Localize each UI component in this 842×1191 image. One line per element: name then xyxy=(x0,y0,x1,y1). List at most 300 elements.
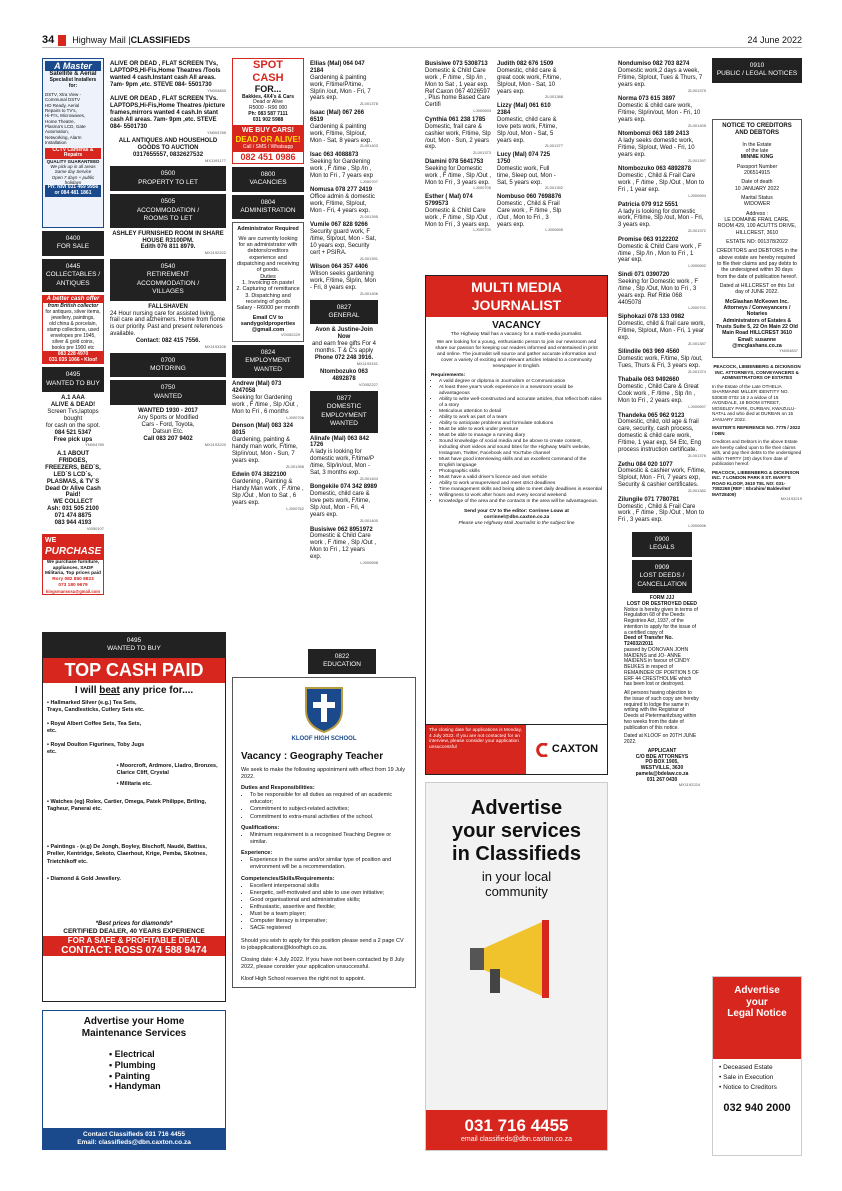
judith-ad: Judith 082 676 1509 Domestic, child care & great cook work, F/time, Slp/out, Mon - Sat, 10 years exp. ZL001388 xyxy=(497,61,563,100)
column-5 xyxy=(425,58,491,273)
legal-item: • Notice to Creditors xyxy=(719,1083,777,1091)
cctv-banner: CCTV Cameras & Repairs xyxy=(45,148,101,160)
we-purchase-ad xyxy=(42,534,104,594)
legal-notice-ad xyxy=(712,976,802,1156)
deed-p4: All persons having objection to the issue of such copy are hereby required to lodge the same in writing with the Registrar of Deeds at Pietermaritzburg within two weeks from the date of publication of this notice. xyxy=(624,690,699,731)
call-line: Call / SMS / Whatsapp xyxy=(242,143,294,150)
top-cash-ad xyxy=(42,632,226,1002)
avon-ad: Avon & Justine-Join Now and earn free gifts For 4 months. T & C's apply Phone 072 248 3916. MX1193151 xyxy=(311,327,378,366)
thandeka-ad: Thandeka 065 962 9123 Domestic, child, old age & frail care, security, cash process, domestic & child care work, F/time, 1 year exp, S4 Etc, Eng process instruction certificate. ZL001376 xyxy=(618,412,706,458)
peacock-creditors: Creditors and Debtors in the above Estate are hereby called upon to file their claims with, and pay their debts to the undersigned within THIRTY (30) days from date of publication hereof. xyxy=(712,439,802,467)
item: • Diamond & Gold Jewellery. xyxy=(47,875,121,882)
ntombozuko-general-ad: Ntombozuko 063 4892878 VO052227 xyxy=(319,369,378,388)
purchase-text: PURCHASE xyxy=(45,545,102,557)
journalist-paragraph: We are looking for a young, enthusiastic person to join our newsroom and share our passion for keeping our readers informed and entertained in print and online. The journalist will source and gather accurate information and cover a variety of exciting and relevant articles related to a community newspaper in English. xyxy=(435,340,598,370)
requirement: • Must have good interviewing skills and an excellent command of the English language xyxy=(439,457,602,469)
legal-list xyxy=(713,1059,801,1096)
category-0400: 0400 FOR SALE xyxy=(42,231,104,256)
requirement: • A valid degree or diploma in Journalism or Communication xyxy=(439,379,602,385)
maint-email: Email: classifieds@dbn.caxton.co.za xyxy=(77,1138,191,1146)
shield-icon xyxy=(302,684,346,734)
spot-cash-ad xyxy=(232,58,304,164)
maintenance-ad xyxy=(42,1010,226,1150)
duty: Salary - R6000 per month xyxy=(236,305,300,312)
column-6 xyxy=(497,58,563,273)
qualification-item: • Minimum requirement is a recognised Teaching Degree or similar. xyxy=(250,832,407,846)
category-0877: 0877 DOMESTIC EMPLOYMENT WANTED xyxy=(310,391,378,433)
zilungile-ad: Zilungile 071 7780781 Domestic , Child & Frail Care work , F /time , Slp /Out , Mon to Fri , 3 years exp. LJ000696 xyxy=(618,496,706,529)
column-4 xyxy=(310,58,378,638)
bongekile-ad: Bongekile 074 342 8989 Domestic, child care & love pets work, F/time, Slp /out, Mon - Fri, 4 years exp. ZL001400 xyxy=(310,484,378,523)
maint-list xyxy=(109,1049,225,1092)
notice-line: Administrators of Estates & Trusts Suite 5, 22 On Main 22 Old Main Road HILLCREST 3610 xyxy=(716,317,798,337)
email-line: @gmail.com xyxy=(251,327,285,334)
top-cash-items xyxy=(43,698,225,921)
top-cash-title: TOP CASH PAID xyxy=(43,658,225,683)
duty: 3. Dispatching and receiving of goods xyxy=(245,292,291,305)
amaster-services xyxy=(45,92,101,146)
competencies-heading: Competencies/Skills/Requirements: xyxy=(241,875,335,882)
better-title: A better cash offer xyxy=(43,296,103,303)
ad-ref: YN004837 xyxy=(779,348,798,354)
notice-line: Email: susanne @mcglashans.co.za xyxy=(732,336,782,350)
vacancy-heading: VACANCY xyxy=(492,320,541,331)
lizzy-ad: Lizzy (Mal) 061 610 2384 Domestic, child care & love pets work, F/time, Slp /out, Mon - Sat, 5 years exp. ZL001377 xyxy=(497,103,563,149)
dead-alive: DEAD OR ALIVE! xyxy=(235,135,301,145)
duty: 1. Invoicing on pastel xyxy=(242,279,294,286)
ad-line: Screen Tvs,laptops bought xyxy=(47,409,99,422)
amaster-tag: Satellite & Aerial xyxy=(49,71,97,78)
requirement: • Willingness to work after hours and every second weekend xyxy=(439,493,602,499)
adv-line4: in your local xyxy=(481,869,552,884)
ad-line: stamp collections, used xyxy=(47,327,99,334)
category-0909: 0909 LOST DEEDS / CANCELLATION xyxy=(632,560,692,593)
ad-ref: YN004780 xyxy=(85,442,104,448)
ad-ref: VI050107 xyxy=(86,525,104,531)
ad-ref: MX1193219 xyxy=(780,496,802,502)
requirement: • Ability to work unsupervised and meet strict deadlines xyxy=(439,481,602,487)
aaa-ad xyxy=(42,395,104,448)
item: • Watches (eg) Rolex, Cartier, Omega, Patek Philippe, Brtling, Tagheur, Panerai etc. xyxy=(47,798,207,813)
deed-title: LOST OR DESTROYED DEED xyxy=(626,600,697,607)
ad-line: Militaria, Top prices paid xyxy=(45,571,101,577)
notice-title: NOTICE TO CREDITORS AND DEBTORS xyxy=(722,122,792,137)
maint-item: • Painting xyxy=(109,1070,151,1081)
ad-line: ALIVE & DEAD! xyxy=(50,402,96,409)
ad-ref: MX1192224 xyxy=(678,782,700,788)
beat-line: I will beat any price for.... xyxy=(74,684,194,696)
duties-heading: Duties and Responsibilities: xyxy=(241,784,315,791)
caxton-mark-icon xyxy=(535,743,549,757)
thabaile-ad: Thabaile 063 9492660 Domestic , Child Care & Great Cook work , F /time , Slp /In , Mon to Fri , 2 years exp. LJ000697 xyxy=(618,377,706,409)
ad-phone: 031 035 1066 • Kloof xyxy=(43,357,103,363)
ad-line: appliances, SADF xyxy=(52,565,94,571)
ad-phone: 083 228 4970 xyxy=(43,351,103,357)
journalist-title1: MULTI MEDIA xyxy=(471,279,562,295)
adv-line2: your services xyxy=(452,820,581,842)
issue-date: 24 June 2022 xyxy=(747,35,802,46)
andrew-ad: Andrew (Mal) 073 4247058 Seeking for Gardening work , F /time , Slp /Out , Mon to Fri , 6 months LJ000706 xyxy=(232,381,304,420)
duty-item: • Commitment to extra-mural activities of the school. xyxy=(250,814,407,821)
requirement: • Ability to anticipate problems and formulate solutions xyxy=(439,421,602,427)
ad-line: We purchase furniture, xyxy=(46,559,100,565)
journalist-banner xyxy=(426,276,607,317)
legal-line1: Advertise xyxy=(734,985,780,996)
requirement: • Ability to work as part of a team xyxy=(439,415,602,421)
competency-item: • SACE registered xyxy=(250,925,407,932)
requirement: • Sound knowledge of social media and be above to create content, including short videos and sound bites for the Highway Mail's website, Instagram, Twitter, Facebook and YouTube channel xyxy=(439,439,602,457)
caxton-text: CAXTON xyxy=(551,743,599,756)
category-0910: 0910 PUBLIC / LEGAL NOTICES xyxy=(712,58,802,83)
wbc: WE BUY CARS! xyxy=(242,127,294,135)
service-item: Repairs to TV's, xyxy=(45,107,77,113)
wanted-cars-ad: WANTED 1930 - 2017 Any Sports or Modified Cars - Ford, Toyota, Datsun Etc. Call 083 207 9402 MX1193220 xyxy=(137,408,226,447)
notice-line: Passport Number xyxy=(736,163,778,170)
antiques-auction-ad: ALL ANTIQUES AND HOUSEHOLD GOODS TO AUCTION 0317655557, 0832627532 MX1191177 xyxy=(118,138,226,163)
ad-title: A.1 AAA xyxy=(61,395,85,402)
category-0827: 0827 GENERAL xyxy=(310,300,378,325)
adv-line5: community xyxy=(485,883,548,899)
caxton-logo xyxy=(526,725,607,774)
email-line: sandygoldproperties xyxy=(240,320,296,327)
subject-line-note: Please use Highway Mail Journalist in the subject line xyxy=(458,520,575,526)
notice-line: MINNIE KING xyxy=(740,154,774,161)
item: • Royal Albert Coffee Sets, Tea Sets, etc. xyxy=(47,720,142,735)
notice-line: 10 JANUARY 2022 xyxy=(734,185,780,192)
maint-contact: Contact Classifieds 031 716 4455 xyxy=(83,1131,185,1139)
ad-phone: 073 180 9679 xyxy=(58,582,88,588)
ellias-ad: Ellias (Mal) 064 047 2184 Gardening & painting work, F/time/P/time, Slp/in /out, Mon - Fri, 7 years exp. ZL001378 xyxy=(310,61,378,107)
deed-p2: Deed of Transfer No. T24032/2011 xyxy=(624,635,673,647)
peacock-title: PEACOCK, LIEBENBERG & DICKINSON INC. ATTORNEYS, CONVEYANCERS & ADMINISTRATORS OF ESTATES xyxy=(713,364,801,381)
promise-ad: Promise 063 9122202 Domestic & Child Care work , F /time , Slp /In , Mon to Fri , 1 year exp. LJ000692 xyxy=(618,236,706,269)
requirements-heading: Requirements: xyxy=(431,373,466,379)
maint-title: Advertise your Home xyxy=(83,1016,185,1027)
safe-deal: FOR A SAFE & PROFITABLE DEAL xyxy=(43,936,225,945)
fallshaven-ad: FALLSHAVEN 24 Hour nursing care for assisted living, frail care and alzheimers. Home from home is our priority. Past and present references available. Contact: 082 415 7556. MX1193106 xyxy=(110,303,226,350)
admin-body: We are currently looking for an administrator with debtors/creditors experience and dispatching and receiving of goods. xyxy=(236,235,300,274)
competency-item: • Good organisational and administrative skills; xyxy=(250,897,407,904)
ad-line: R5000 - R90 000 xyxy=(248,105,288,112)
experience-heading: Experience: xyxy=(241,850,273,857)
requirement: • Must be able to manage a running diary xyxy=(439,433,602,439)
deed-p1: Notice is hereby given in terms of Regulation 68 of the Deeds Registries Act, 1937, of the intention to apply for the issue of a certified copy of xyxy=(624,606,698,636)
quality-note: QUALITY GUARANTEED xyxy=(46,159,100,165)
competencies-list xyxy=(241,883,407,933)
editor-email[interactable]: corrinnel@dbn.caxton.co.za xyxy=(483,514,550,520)
ad-phone: Rory 082 850 8823 xyxy=(52,577,94,583)
closing-text: Closing date: 4 July 2022. If you have not been contacted by 8 July 2022, please consider your application unsuccessful. xyxy=(241,956,405,971)
norma-ad: Norma 073 615 3897 Domestic & child care work, F/time, Slp/in/out, Mon - Fri, 10 years exp. ZL001405 xyxy=(618,96,706,128)
category-0495: 0495 WANTED TO BUY xyxy=(42,367,104,392)
ad-email: kingsmansosa@gmail.com xyxy=(46,588,100,594)
ad-title: A.1 ABOUT FRIDGES, FREEZERS, BED`S, LED`S LCD`s, PLASMAS, & TV`S xyxy=(45,451,101,485)
deed-p5: Dated at KLOOF on 20TH JUNE 2022. xyxy=(624,733,697,745)
requirement: • Must have a valid driver's licence and own vehicle xyxy=(439,475,602,481)
nondumiso-ad: Nondumiso 082 703 8274 Domestic work,2 days a week, F/time, Slp/out, Tues & Thurs, 7 years exp. ZL001375 xyxy=(618,61,706,93)
amaster-phone: Ph: Nivi 031 469 9956 xyxy=(45,185,101,191)
we-text: WE xyxy=(45,537,57,545)
category-0900: 0900 LEGALS xyxy=(632,532,692,557)
service-item: Communal DSTV xyxy=(45,97,81,103)
sindi-ad: Sindi 071 0390720 Seeking for Domestic work , F /time , Slp /Out, Mon to Fri , 3 years exp. Ref Ritie 068 4405078 LJ000701 xyxy=(618,271,706,311)
ross-contact: CONTACT: ROSS 074 588 9474 xyxy=(43,945,225,957)
better-cash-ad xyxy=(42,295,104,364)
ad-line: Dead Or Alive Cash Paid! xyxy=(45,485,101,499)
cash-title: CASH xyxy=(252,71,284,84)
ad-line: for antiques, silver items, xyxy=(45,309,101,316)
amaster-logo: A Master xyxy=(45,61,101,71)
section-name: CLASSIFIEDS xyxy=(130,35,191,46)
alive-or-dead-ad: ALIVE OR DEAD , FLAT SCREEN TVs. LAPTOPS,Hi-Fis,Home Theatres /picture frames,mirrors wanted 4 cash.In stant cash All areas. 7am- 9pm ,etc. STEVE 084- 5501730 YN004785 xyxy=(110,96,226,135)
experience-item: • Experience in the same and/or similar type of position and environment will be a recommendation. xyxy=(250,857,407,871)
notice-line: Marital Status xyxy=(741,194,773,201)
adv-line1: Advertise xyxy=(470,797,563,819)
journalist-vacancy-ad xyxy=(425,275,608,775)
ntombomzi-ad: Ntombomzi 063 189 2413 A lady seeks domestic work, F/time, Slp/out, Wed - Fri, 10 years exp. ZL001397 xyxy=(618,131,706,163)
patricia-ad: Patricia 079 912 5551 A lady is looking for domestic work, F/time, Slp /out, Mon - Fri, 3 years exp. ZL001372 xyxy=(618,201,706,234)
notice-line: 206514915 xyxy=(744,169,770,176)
column-8 xyxy=(712,58,802,1158)
maint-contact-bar xyxy=(43,1128,225,1149)
busisiwe-ad: Busisiwe 062 8951972 Domestic & Child Care work , F /time , Slp /Out , Mon to Fri , 12 years exp. LJ000698 xyxy=(310,526,378,565)
peacock-master: MASTER'S REFERENCE NO. 7775 / 2022 / DBN xyxy=(712,425,801,436)
creditors-notice xyxy=(712,119,802,358)
page-number: 34 xyxy=(42,34,55,47)
service-item: HD Ready, Aerial xyxy=(45,102,80,108)
for-title: FOR... xyxy=(254,84,282,95)
closing-note: The closing date for applications is Monday, 4 July 2022. If you are not contacted for an interview, please consider your application unsuccessful xyxy=(426,725,526,774)
cynthia-ad: Cynthia 061 238 1785 Domestic, frail care & cashier work, F/time, Slp /out, Mon - Sun, 2 years exp. ZL001373 xyxy=(425,116,491,156)
requirement: • Knowledge of the area and the contacts in the area will be advantageous. xyxy=(439,499,602,505)
ad-line: Bakkies, 4X4's & Cars xyxy=(241,93,295,100)
nomusa-ad: Nomusa 078 277 2419 Office admin & domestic work, F/time, Slp/out, Mon - Fri, 4 years exp. ZL001395 xyxy=(310,187,378,219)
ad-phone: 083 944 4193 xyxy=(54,519,92,526)
megaphone-icon xyxy=(426,914,607,1004)
duty-item: • To be responsible for all duties as required of an academic educator; xyxy=(250,792,407,806)
maint-item: • Plumbing xyxy=(109,1059,156,1070)
amaster-tag2: Specialist Installers for: xyxy=(49,77,97,89)
requirement: • Meticulous attention to detail xyxy=(439,409,602,415)
ad-ref: VO052229 xyxy=(280,332,300,338)
service-note: Same day Service xyxy=(54,169,92,175)
isaac-ad: Isaac (Mal) 067 266 6519 Gardening & painting work, F/time, Slp/out, Mon - Sat, 8 years exp. ZL001403 xyxy=(310,109,378,149)
notice-line: In the Estate xyxy=(742,141,772,148)
legal-line3: Legal Notice xyxy=(727,1008,787,1019)
notice-line: McGlashan McKeown Inc. Attorneys / Conveyancers / Notaries xyxy=(723,298,791,318)
requirement: • At least three year's work experience in a newsroom would be advantageous xyxy=(439,385,602,397)
legal-line2: your xyxy=(746,996,768,1008)
ad-line: from British collector xyxy=(47,303,99,310)
journalist-footer xyxy=(426,724,607,774)
amaster-phone2: or 084 481 1861 xyxy=(45,191,101,197)
category-0800: 0800 VACANCIES xyxy=(232,167,304,192)
category-0700: 0700 MOTORING xyxy=(110,353,226,378)
alinafe-ad: Alinafe (Mal) 063 842 1726 A lady is looking for domestic work, F/time/P /time, Slp/in/out, Mon - Sat, 3 months exp. ZL001404 xyxy=(310,435,378,481)
adv-contact-bar xyxy=(426,1110,607,1150)
column-7 xyxy=(618,58,706,1158)
category-0540: 0540 RETIREMENT ACCOMMODATION / VILLAGES xyxy=(110,259,226,301)
duties-list xyxy=(241,792,407,821)
ad-line: Dead or Alive xyxy=(253,99,283,106)
ad-line: old china & porcelain, xyxy=(49,321,97,328)
item: • Royal Doulton Figurines, Toby Jugs etc. xyxy=(47,741,145,756)
service-item: Home Theatre, xyxy=(45,118,75,124)
adv-phone: 031 716 4455 xyxy=(464,1116,569,1136)
notice-line: ESTATE NO: 001378/2022 xyxy=(726,238,788,245)
legal-item: • Sale in Execution xyxy=(719,1073,774,1081)
vacancy-intro: We seek to make the following appointment with effect from 19 July 2022. xyxy=(241,766,405,780)
category-0750: 0750 WANTED xyxy=(110,380,226,405)
administrator-ad xyxy=(232,222,304,342)
service-item: Plasma's LCD, Gate Automation, xyxy=(45,124,86,135)
maint-item: • Electrical xyxy=(109,1049,155,1059)
spot-phone: 082 451 0986 xyxy=(240,152,296,163)
column-2 xyxy=(110,58,226,626)
item: • Militaria etc. xyxy=(116,781,152,788)
email-label: Email CV to xyxy=(252,314,284,321)
notice-line: Dated at HILLCREST on this 1st day of JUNE 2022. xyxy=(719,283,795,296)
notice-line: CREDITORS and DEBTORS in the above estate are hereby required to file their claims and pay debts to the undersigned within 30 days from the date of publication hereof. xyxy=(716,248,798,280)
edwin-ad: Edwin 074 3822100 Gardening , Painting & Handy Man work , F /time , Slp /Out , Mon to Sat , 6 years exp. LJ000762 xyxy=(232,472,304,511)
pickup-note: We pick up in all areas xyxy=(50,164,96,170)
send-cv: Send your CV to the editor: Corrinne Louw at xyxy=(464,508,569,514)
apply-text: Should you wish to apply for this position please send a 2 page CV to jobapplications@kloofhigh.co.za. xyxy=(241,937,404,951)
peacock-notice xyxy=(712,364,802,502)
category-0822: 0822 EDUCATION xyxy=(308,649,376,674)
page-header xyxy=(42,34,802,48)
competency-item: • Computer literacy is imperative; xyxy=(250,918,407,925)
wilson-ad: Wilson 064 357 4406 Wilson seeks gardening work, F/time, Slp/in, Mon - Fri, 8 years exp. ZL001406 xyxy=(310,264,378,296)
notice-line: WIDOWER xyxy=(743,201,771,208)
service-item: Networking, Alarm Installation xyxy=(45,134,82,146)
deed-form: FORM JJJ xyxy=(649,595,675,601)
school-name: KLOOF HIGH SCHOOL xyxy=(291,735,357,742)
busisiwe2-ad: Busisiwe 073 5308713 Domestic & Child Care work , F /time , Slp /in , Mon to Sat , 1 year exp. Ref Caxon 067 4026597 , Plus home Based Care Certifi LJ000693 xyxy=(425,61,491,114)
adv-line3: in Classifieds xyxy=(452,843,581,865)
siphokazi-ad: Siphokazi 078 133 0982 Domestic, child & frail care work, F/time, Slp/out, Mon - Fri, 1 year exp. ZL001387 xyxy=(618,313,706,346)
vumile-ad: Vumile 067 828 9266 Security guard work, F /time, Slp/out, Mon - Sat, 10 years exp, Security cert + PSIRA. ZL001391 xyxy=(310,222,378,261)
competency-item: • Must be a team player; xyxy=(250,911,407,918)
notice-line: Address : xyxy=(746,210,768,217)
ad-line: envelopes pre 1945, xyxy=(50,333,96,340)
deed-applicant: APPLICANT C/O BDE ATTORNEYS PO BOX 1905, WESTVILLE, 3630 pamela@bdelaw.co.za 031 267 0430 xyxy=(635,747,689,783)
ashley-room-ad: ASHLEY FURNISHED ROOM IN SHARE HOUSE R3100PM. Edith 076 811 8979. MX1192222 xyxy=(112,230,226,256)
alive-or-dead-ad: ALIVE OR DEAD , FLAT SCREEN TVs, LAPTOPS,HI-Fis,Home Theatres /Tools wanted 4 cash.Instant cash All areas. 7am- 9pm ,etc. STEVE 084- 5501730 YN004833 xyxy=(110,61,226,93)
school-crest xyxy=(241,684,407,734)
requirement: • Ability to write well-constructed and accurate articles, that reflect both sides of a story xyxy=(439,397,602,409)
education-section xyxy=(232,646,416,1151)
category-0824: 0824 EMPLOYMENT WANTED xyxy=(232,345,304,378)
advertise-classifieds-ad xyxy=(425,782,608,1151)
ad-line: WE COLLECT xyxy=(53,499,93,506)
ad-phone: Ash: 031 505 2100 xyxy=(47,506,99,513)
open-note: Open 7 days + public holidays xyxy=(51,174,95,185)
ad-line: for cash on the spot. xyxy=(45,422,101,429)
category-0500: 0500 PROPERTY TO LET xyxy=(110,166,226,191)
maint-title2: Maintenance Services xyxy=(81,1027,187,1039)
peacock-firm: PEACOCK, LIEBENBERG & DICKINSON INC. 7 LONDON PARK 8 ST. MARY'S ROAD KLOOF, 3610 TEL NO: 031- 7082268 (REF : Ebrahim/ Baldev/mr/ MAT28409) xyxy=(712,469,800,497)
requirement: • Photographic skills xyxy=(439,469,602,475)
category-0804: 0804 ADMINISTRATION xyxy=(232,195,304,220)
category-0495-b: 0495 WANTED TO BUY xyxy=(43,633,225,658)
purchase-banner xyxy=(43,535,103,559)
experience-list xyxy=(241,857,407,871)
reserve-text: Kloof High School reserves the right not to appoint. xyxy=(241,976,366,983)
legal-banner xyxy=(713,977,801,1059)
lucy-ad: Lucy (Mal) 074 725 1750 Domestic work, Full time, Sleep out, Mon - Sat, 5 years exp. ZL001392 xyxy=(497,151,563,191)
amaster-ad xyxy=(42,58,104,228)
ad-line: jewellery, paintings, xyxy=(51,315,95,322)
ntombozuko-ad: Ntombozuko 063 4892878 Domestic , Child & Frail Care work , F /time , Slp /Out , Mon to Fri , 1 year exp. LJ000694 xyxy=(618,166,706,199)
ad-line: Free pick ups xyxy=(53,436,93,443)
competency-item: • Energetic, self-motivated and able to use own initiative; xyxy=(250,890,407,897)
isac-ad: Isac 063 4088873 Seeking for Gardening work , F /time , Slp /In , Mon to Fri , 7 years exp LJ000707 xyxy=(310,151,378,184)
item: • Paintings - (e.g) De Jongh, Boyley, Bischoff, Naudé, Battiss, Preller, Kentridge, Sekoto, Claerhout, Krige, Pemba, Skotnes, Trietchikoff etc. xyxy=(47,843,207,865)
ad-phone: 031 902 5988 xyxy=(252,116,284,123)
item: • Hallmarked Silver (e.g.) Tea Sets, Trays, Candlesticks, Cutlery Sets etc. xyxy=(47,700,145,714)
journalist-title2: JOURNALIST xyxy=(471,296,562,313)
ad-phone: 084 521 5347 xyxy=(54,429,92,436)
requirement: • Must be able to work under pressure xyxy=(439,427,602,433)
spot-title: SPOT xyxy=(253,59,283,71)
qualifications-list xyxy=(241,832,407,846)
legal-item: • Deceased Estate xyxy=(719,1064,773,1071)
qualifications-heading: Qualifications: xyxy=(241,824,280,831)
denson-ad: Denson (Mal) 083 324 8015 Gardening, painting & handy man work, F/time, Slp/in/out, Mon - Sun, 7 years exp. ZL001398 xyxy=(232,423,304,469)
nombuso-ad: Nombuso 060 7698876 Domestic , Child & Frail Care work , F /time , Slp /Out , Mon to Fri , 3 years exp. LJ000695 xyxy=(497,194,563,233)
ad-line: books pre 1900 etc xyxy=(51,345,95,352)
journalist-body xyxy=(426,317,607,530)
buy-cars-banner xyxy=(233,125,303,152)
notice-line: LE DOMAINE FRAIL CARE, ROOM 429, 100 ACUTTS DRIVE, HILLCREST, 3610 xyxy=(717,216,797,236)
competency-item: • Excellent interpersonal skills xyxy=(250,883,407,890)
kloof-vacancy-ad xyxy=(232,677,416,988)
requirements-list xyxy=(431,379,602,505)
zethu-ad: Zethu 084 020 1077 Domestic & cashier work, F/time, Slp/out, Mon - Fri, 7 years exp, Security & cashier certificates. ZL001382 xyxy=(618,461,706,494)
service-item: Hi-Fi's, Microwaves, xyxy=(45,113,86,119)
ad-phone: 071 474 8875 xyxy=(54,513,92,520)
item: • Moorcroft, Ardmore, Lladro, Bronzes, Clarice Cliff, Crystal xyxy=(116,762,218,777)
requirement: • Time management skills and being able to meet daily deadlines is essential xyxy=(439,487,602,493)
competency-item: • Enthusiastic, assertive and flexible; xyxy=(250,904,407,911)
service-item: DSTV, Xtra View - xyxy=(45,91,82,97)
duty-item: • Commitment to subject-related activities; xyxy=(250,806,407,813)
notice-line: of the late xyxy=(745,147,769,154)
diamond-note: *Best prices for diamonds* xyxy=(95,921,173,928)
lost-deed-notice xyxy=(618,596,706,788)
ad-line: silver & gold coins, xyxy=(52,339,94,346)
vacancy-title: Vacancy : Geography Teacher xyxy=(241,750,384,762)
silindile-ad: Silindile 063 969 4560 Domestic work, F/time, Slp /out, Tues, Thurs & Fri, 3 years exp. ZL001374 xyxy=(618,349,706,374)
journalist-intro: The Highway Mail has a vacancy for a multi-media journalist. xyxy=(450,332,583,338)
publication-name: Highway Mail | xyxy=(72,35,131,46)
category-0445: 0445 COLLECTABLES / ANTIQUES xyxy=(42,259,104,292)
fridges-ad xyxy=(42,451,104,531)
peacock-body: In the Estate of the Late OTHELIA SHARMAINE MILLER IDENTITY NO. 530830 0702 18 2 a widow of 15 AVONDALE, 18 BOOM STREET, MOSELEY PARK, DURBAN, KWAZULU-NATAL and who died at DURBAN on 15 JANUARY 2022. xyxy=(712,383,796,422)
adv-email: email classifieds@dbn.caxton.co.za xyxy=(461,1135,572,1143)
cert-line: CERTIFIED DEALER, 40 YEARS EXPERIENCE xyxy=(63,928,205,936)
duty: 2. Capturing of remittance xyxy=(236,286,300,293)
legal-phone: 032 940 2000 xyxy=(723,1102,791,1115)
deed-p3: passed by DONOVAN JOHN MAIDENS and JO- ANNE MAIDENS in favour of CINDY BEUKES in respect of REMAINDER OF PORTION 5 OF ERF 44 CRESTHOLME which has been lost or destroyed. xyxy=(624,646,699,688)
esther-ad: Esther ( Mal) 074 5799573 Domestic & Child Care work , F /time , Slp /Out , Mon to Fri , 3 years exp. LJ000700 xyxy=(425,194,491,233)
ad-phone: Ph: 083 587 7111 xyxy=(248,110,288,117)
admin-title: Administrator Required xyxy=(237,226,299,233)
dlamini-ad: Dlamini 078 5641753 Seeking for Domestic work , F /time , Slp /Out , Mon to Fri , 3 years exp. LJ000705 xyxy=(425,158,491,191)
maint-item: • Handyman xyxy=(109,1081,161,1092)
header-marker xyxy=(58,35,66,46)
